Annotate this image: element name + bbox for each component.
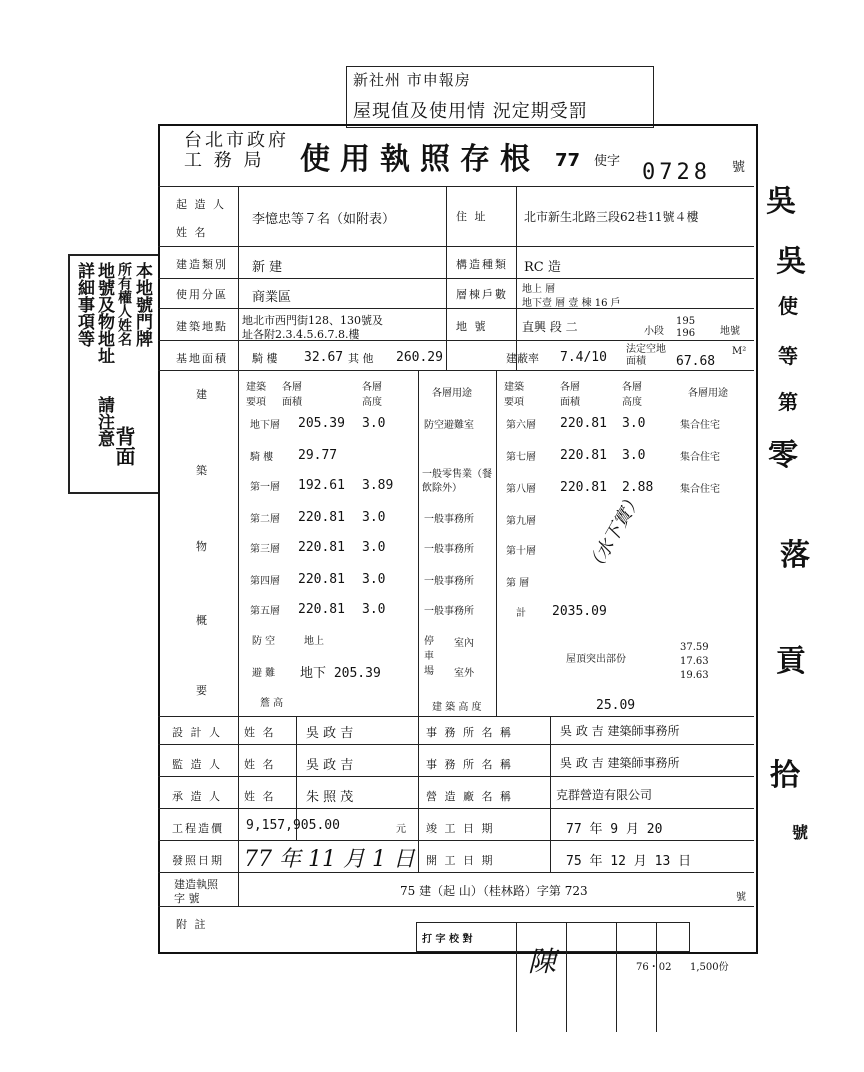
floors-below: 地下壹 層 壹 棟 16 戶 [522, 298, 621, 309]
supervisor-office: 吳 政 吉 建築師事務所 [560, 756, 680, 770]
evac-label: 避 難 [252, 668, 276, 679]
floor-use: 一般事務所 [424, 514, 474, 525]
side-word: 築 [196, 464, 209, 477]
floors-label: 層棟戶數 [456, 288, 508, 301]
rule [566, 922, 567, 1032]
floor-height: 3.0 [622, 448, 646, 463]
floor-height: 3.0 [362, 602, 386, 617]
designer-office-label: 事 務 所 名 稱 [426, 726, 513, 739]
floor-area: 220.81 [560, 416, 607, 431]
supervisor-label: 監 造 人 [172, 758, 222, 771]
address-value: 北市新生北路三段62巷11號４樓 [524, 210, 699, 224]
floor-name: 第九層 [506, 516, 536, 527]
rule [550, 716, 551, 872]
start-label: 開 工 日 期 [426, 854, 495, 867]
supervisor-office-label: 事 務 所 名 稱 [426, 758, 513, 771]
handwritten-signature: 陳 [528, 945, 557, 978]
permit-label-1: 建造執照 [174, 878, 218, 891]
floor-name: 騎 樓 [250, 452, 274, 463]
supervisor-name: 吳 政 吉 [306, 758, 354, 773]
cost-value: 9,157,905.00 [246, 818, 340, 833]
shelter-label: 防 空 [252, 636, 276, 647]
floor-height: 3.0 [622, 416, 646, 431]
floor-use: 一般零售業（餐飲除外） [422, 469, 492, 494]
rule [496, 370, 497, 716]
side-word: 物 [196, 540, 209, 553]
rule [446, 186, 447, 370]
side-stamp-col: 背面 [112, 426, 136, 466]
contractor-label: 承 造 人 [172, 790, 222, 803]
legal-open-value: 67.68 [676, 354, 716, 369]
floor-use: 集合住宅 [680, 452, 720, 463]
site-label: 建築地點 [176, 320, 228, 333]
floor-name: 第三層 [250, 544, 280, 555]
base-area-label: 基地面積 [176, 352, 228, 365]
shelter-below: 地下 205.39 [300, 666, 381, 681]
side-stamp-col: 本地號門牌 [132, 262, 152, 347]
col-head-use-right: 各層用途 [688, 388, 728, 399]
roof-val: 17.63 [680, 656, 709, 667]
floor-area: 220.81 [560, 480, 607, 495]
rule [616, 922, 617, 1032]
completion-label: 竣 工 日 期 [426, 822, 495, 835]
structure-value: RC 造 [524, 260, 561, 275]
floor-use: 防空避難室 [424, 420, 474, 431]
col-head-height-right: 各層高度 [622, 382, 642, 408]
floor-name: 第五層 [250, 606, 280, 617]
top-stamp-line1: 新社州 市申報房 [353, 71, 471, 89]
col-head-use: 各層用途 [432, 388, 472, 399]
print-qty: 1,500份 [690, 962, 729, 973]
floor-use: 一般事務所 [424, 544, 474, 555]
permit-year: 77 [555, 150, 581, 171]
floor-name: 第十層 [506, 546, 536, 557]
other-value: 260.29 [396, 350, 443, 365]
area-unit: M² [732, 346, 747, 357]
floor-area: 192.61 [298, 478, 345, 493]
rule [656, 922, 657, 1032]
site-address-1: 地北市西門街128、130號及 [242, 314, 383, 327]
contractor-name: 朱 照 茂 [306, 790, 354, 805]
handwritten-stamp: （水下實） [582, 489, 646, 578]
floor-area: 220.81 [560, 448, 607, 463]
col-head-area: 各層面積 [282, 382, 302, 408]
floor-name: 第六層 [506, 420, 536, 431]
floor-height: 3.0 [362, 510, 386, 525]
floor-name: 第一層 [250, 482, 280, 493]
floor-area: 220.81 [298, 602, 345, 617]
rule [158, 308, 754, 309]
side-stamp-col: 請注意 [94, 396, 114, 447]
coverage-label: 建蔽率 [506, 352, 539, 365]
owner-label: 起 造 人 [176, 198, 226, 211]
ref-suffix: 號 [732, 160, 746, 175]
sub-lot-label: 小段 [644, 326, 664, 337]
top-stamp [346, 66, 654, 128]
other-label: 其 他 [348, 352, 374, 365]
lot-no-label: 地號 [720, 326, 740, 337]
floor-name: 第八層 [506, 484, 536, 495]
proof-label: 打 字 校 對 [422, 934, 473, 945]
floor-area: 220.81 [298, 510, 345, 525]
contractor-name-label: 姓 名 [244, 790, 276, 803]
col-head-item: 建築要項 [246, 382, 266, 408]
floor-use: 集合住宅 [680, 484, 720, 495]
address-label: 住 址 [456, 210, 488, 223]
eave-label: 簷 高 [260, 698, 284, 709]
structure-label: 構造種類 [456, 258, 508, 271]
lot-value: 直興 段 二 [522, 320, 578, 334]
floor-height: 3.0 [362, 416, 386, 431]
site-address-2: 址各附2.3.4.5.6.7.8.樓 [242, 328, 360, 341]
side-word: 概 [196, 614, 209, 627]
zoning-value: 商業區 [252, 290, 292, 305]
arcade-label: 騎 樓 [252, 352, 278, 365]
side-stamp-col: 所有權人姓名 [116, 262, 132, 346]
arcade-value: 32.67 [304, 350, 344, 365]
designer-name-label: 姓 名 [244, 726, 276, 739]
ref-prefix: 使字 [594, 154, 621, 169]
rule [418, 370, 419, 872]
rule [158, 840, 754, 841]
legal-open-label: 法定空地面積 [626, 344, 666, 367]
permit-value: 75 建（起 山）（桂林路）字第 723 [400, 884, 588, 898]
note-label: 附 註 [176, 918, 208, 931]
edge-char: 號 [792, 823, 809, 842]
start-value: 75 年 12 月 13 日 [566, 854, 692, 869]
edge-char: 貢 [776, 644, 806, 679]
roof-val: 37.59 [680, 642, 709, 653]
designer-name: 吳 政 吉 [306, 726, 354, 741]
rule [158, 808, 754, 809]
floor-name: 地下層 [250, 420, 280, 431]
cost-label: 工程造價 [172, 822, 224, 835]
floor-name: 第 層 [506, 578, 530, 589]
rule [158, 716, 754, 717]
floor-height: 3.89 [362, 478, 394, 493]
edge-char: 拾 [770, 758, 800, 793]
completion-value: 77 年 9 月 20 [566, 822, 663, 837]
org-name: 台北市政府 [184, 130, 289, 151]
col-head-item-right: 建築要項 [504, 382, 524, 408]
rule [158, 744, 754, 745]
floor-total-label: 計 [516, 608, 526, 619]
edge-char: 吳 [766, 184, 796, 219]
supervisor-name-label: 姓 名 [244, 758, 276, 771]
rule [516, 186, 517, 370]
ref-number: 0728 [642, 160, 711, 185]
rule [516, 922, 517, 1032]
side-word: 建 [196, 388, 209, 401]
edge-char: 吳 [776, 244, 806, 279]
edge-char: 落 [780, 538, 810, 573]
floor-area: 220.81 [298, 572, 345, 587]
floor-name: 第四層 [250, 576, 280, 587]
sub-lot-value: 195 196 [676, 316, 696, 339]
roof-val: 19.63 [680, 670, 709, 681]
roof-label: 屋頂突出部份 [566, 654, 626, 665]
build-type-label: 建造類別 [176, 258, 228, 271]
floor-height: 2.88 [622, 480, 654, 495]
parking-indoor: 室內 [454, 638, 474, 649]
floor-total-area: 2035.09 [552, 604, 607, 619]
contractor-firm-label: 營 造 廠 名 稱 [426, 790, 513, 803]
form-title: 使用執照存根 [300, 142, 540, 177]
designer-label: 設 計 人 [172, 726, 222, 739]
floor-use: 一般事務所 [424, 576, 474, 587]
rule [158, 370, 754, 371]
side-stamp [68, 254, 160, 494]
rule [158, 906, 754, 907]
rule [158, 246, 754, 247]
edge-char: 等 [778, 344, 798, 368]
building-height-label: 建 築 高 度 [432, 702, 482, 713]
lot-label: 地 號 [456, 320, 488, 333]
edge-char: 使 [778, 294, 798, 318]
top-stamp-line2: 屋現值及使用情 況定期受罰 [353, 101, 588, 122]
col-head-height: 各層高度 [362, 382, 382, 408]
zoning-label: 使用分區 [176, 288, 228, 301]
permit-suffix: 號 [736, 892, 746, 903]
side-word: 要 [196, 684, 209, 697]
designer-office: 吳 政 吉 建築師事務所 [560, 724, 680, 738]
floor-area: 205.39 [298, 416, 345, 431]
parking-outdoor: 室外 [454, 668, 474, 679]
side-stamp-col: 詳細事項等 [74, 262, 94, 347]
parking-label: 停車場 [424, 636, 434, 677]
issue-value: 77 年 11 月 1 日 [244, 847, 415, 872]
owner-name: 李憶忠等７名（如附表） [252, 212, 396, 227]
side-stamp-col: 地號及物地址 [94, 262, 114, 364]
rule [158, 186, 754, 187]
floor-name: 第七層 [506, 452, 536, 463]
issue-label: 發照日期 [172, 854, 224, 867]
owner-name-label: 姓 名 [176, 226, 208, 239]
contractor-firm: 克群營造有限公司 [556, 788, 653, 802]
floor-area: 220.81 [298, 540, 345, 555]
coverage-value: 7.4/10 [560, 350, 607, 365]
permit-label-2: 字 號 [174, 892, 200, 905]
building-height-value: 25.09 [596, 698, 636, 713]
floor-height: 3.0 [362, 540, 386, 555]
edge-char: 零 [768, 438, 798, 473]
rule [158, 278, 754, 279]
print-code: 76・02 [636, 962, 672, 973]
shelter-above: 地上 [304, 636, 324, 647]
edge-char: 第 [778, 390, 798, 414]
floor-height: 3.0 [362, 572, 386, 587]
floor-area: 29.77 [298, 448, 338, 463]
build-type-value: 新 建 [252, 260, 283, 275]
floor-name: 第二層 [250, 514, 280, 525]
cost-unit: 元 [396, 824, 406, 835]
floor-use: 一般事務所 [424, 606, 474, 617]
rule [158, 776, 754, 777]
floors-above: 地上 層 [522, 284, 556, 295]
rule [238, 186, 239, 906]
bureau-name: 工 務 局 [184, 150, 265, 171]
floor-use: 集合住宅 [680, 420, 720, 431]
col-head-area-right: 各層面積 [560, 382, 580, 408]
